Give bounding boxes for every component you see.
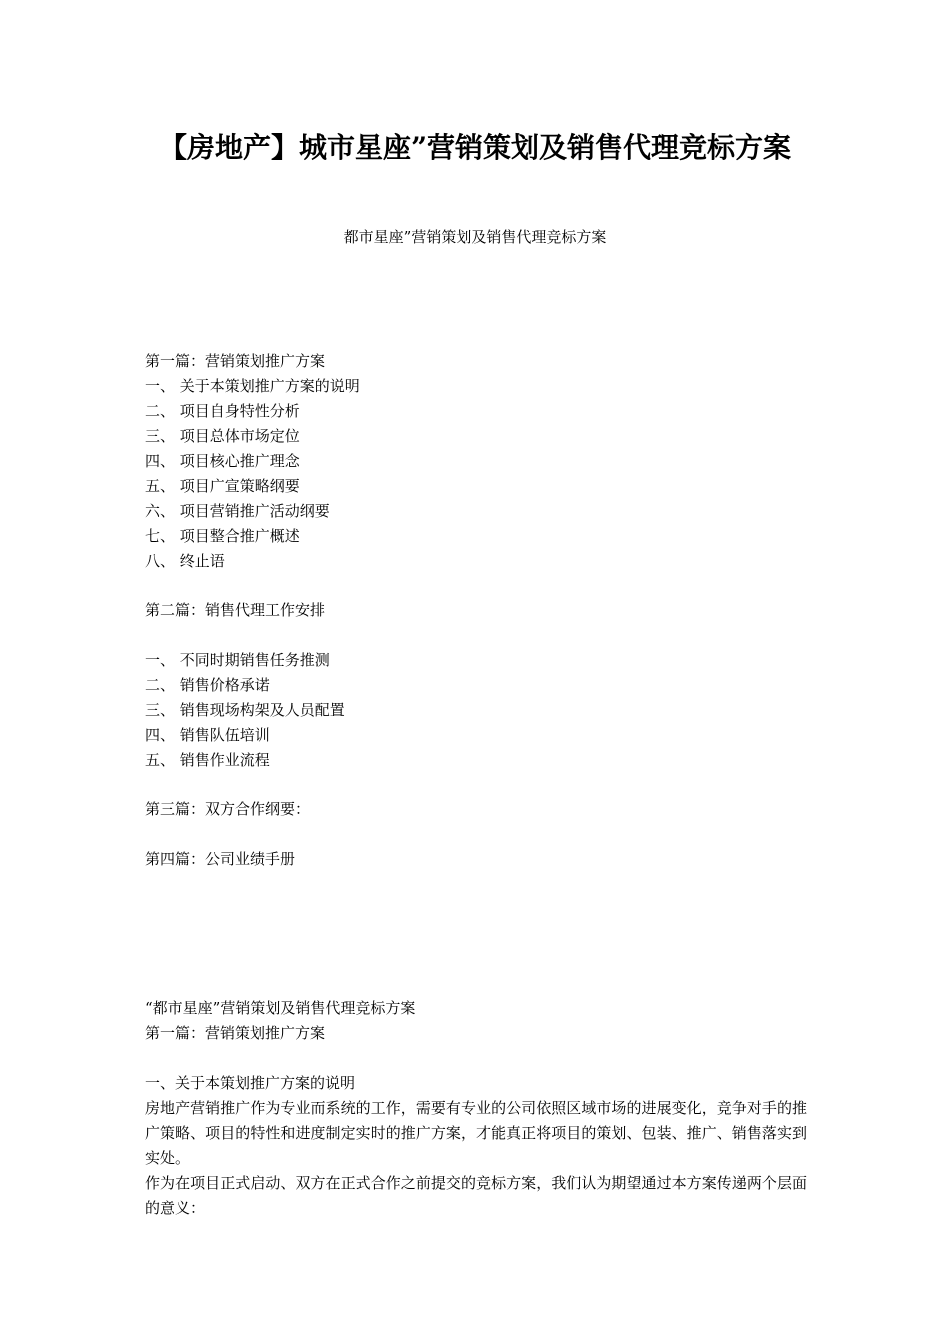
body-paragraph: 作为在项目正式启动、双方在正式合作之前提交的竞标方案，我们认为期望通过本方案传递两个层面的意义： bbox=[145, 1174, 807, 1217]
toc-part2-heading: 第二篇：销售代理工作安排 bbox=[145, 601, 326, 619]
toc-part1-heading: 第一篇：营销策划推广方案 bbox=[145, 352, 326, 370]
toc-part1-item: 六、 项目营销推广活动纲要 bbox=[145, 502, 330, 520]
toc-part2-item: 二、 销售价格承诺 bbox=[145, 676, 270, 694]
body-doc-title: “都市星座”营销策划及销售代理竞标方案 bbox=[145, 999, 416, 1017]
body-part-heading: 第一篇：营销策划推广方案 bbox=[145, 1024, 326, 1042]
toc-part2-item: 一、 不同时期销售任务推测 bbox=[145, 651, 330, 669]
toc-part1-item: 二、 项目自身特性分析 bbox=[145, 402, 300, 420]
body-section-heading: 一、关于本策划推广方案的说明 bbox=[145, 1074, 356, 1092]
toc-part2-item: 三、 销售现场构架及人员配置 bbox=[145, 701, 345, 719]
toc-part1-item: 四、 项目核心推广理念 bbox=[145, 452, 300, 470]
toc-part1-item: 三、 项目总体市场定位 bbox=[145, 427, 300, 445]
toc-part2-item: 五、 销售作业流程 bbox=[145, 751, 270, 769]
document-title: 【房地产】城市星座”营销策划及销售代理竞标方案 bbox=[158, 131, 792, 164]
toc-part1-item: 五、 项目广宣策略纲要 bbox=[145, 477, 300, 495]
document-subtitle: 都市星座”营销策划及销售代理竞标方案 bbox=[343, 228, 607, 246]
body-paragraph: 房地产营销推广作为专业而系统的工作，需要有专业的公司依照区域市场的进展变化，竞争对手的推广策略、项目的特性和进度制定实时的推广方案，才能真正将项目的策划、包装、推广、销售落实到实处。 bbox=[145, 1099, 807, 1167]
toc-part1-item: 七、 项目整合推广概述 bbox=[145, 527, 300, 545]
toc-part3-heading: 第三篇：双方合作纲要： bbox=[145, 800, 311, 818]
toc-part2-item: 四、 销售队伍培训 bbox=[145, 726, 270, 744]
toc-part4-heading: 第四篇：公司业绩手册 bbox=[145, 850, 296, 868]
toc-part1-item: 八、 终止语 bbox=[145, 552, 225, 570]
toc-part1-item: 一、 关于本策划推广方案的说明 bbox=[145, 377, 360, 395]
